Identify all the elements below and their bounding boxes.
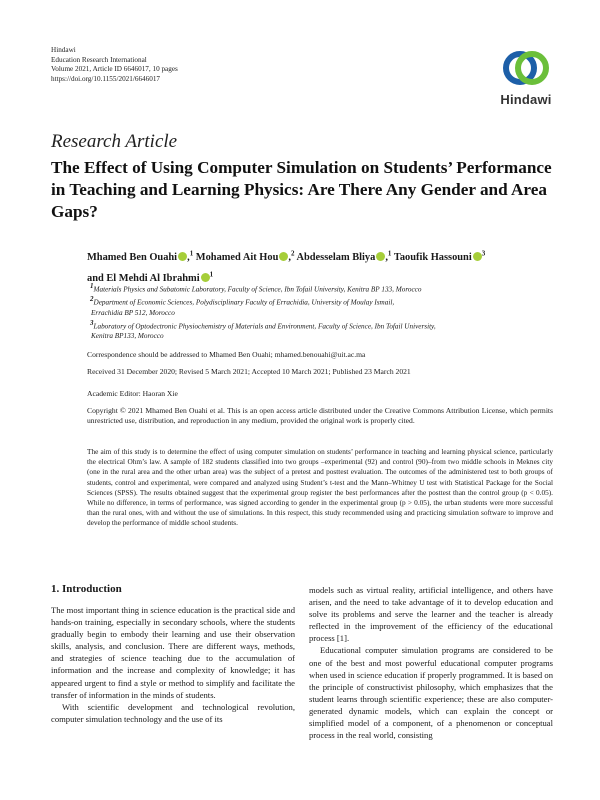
- affiliation: Kenitra BP133, Morocco: [91, 332, 164, 341]
- journal-name: Education Research International: [51, 55, 147, 64]
- author-name[interactable]: Mhamed Ben Ouahi ,$^1$: [87, 250, 194, 264]
- affiliations: [87, 281, 557, 341]
- article-category: Research Article: [51, 131, 178, 152]
- paragraph: The most important thing in science education is the practical side and hands-on training, especially in secondary schools, where the students gradually begin to embody their learning and use their observation skills, analysis, and conclusion. There are different ways, methods, and strategies of science teaching due to the accumulation of information and the increase and complexity of knowledge; it has appeared urgent to find a style or method to simplify and facilitate the transfer of information in the minds of students.: [51, 605, 295, 700]
- author-name[interactable]: Taoufik Hassouni $^3$: [393, 250, 486, 264]
- orcid-icon[interactable]: [376, 252, 385, 261]
- orcid-icon[interactable]: [178, 252, 187, 261]
- body-column-right: [309, 584, 553, 741]
- logo-wordmark: Hindawi: [500, 92, 552, 107]
- abstract-text: The aim of this study is to determine the effect of using computer simulation on students’ performance in teaching and learning physical science, particularly the electrical Ohm’s law. A sample of 182 students classified into two groups –experimental (92) and control (90)–from two middle schools in Meknes city (one in the rural area and the other urban area) was the subject of a pretest and posttest evaluation. The outcomes of the administered test to both groups of students, control and experimental, were compared and analyzed using Student’s t-test and the Mann–Whitney U test with Statistical Package for the Social Sciences (SPSS). The results obtained suggest that the experimental group register the best performances after the posttest than the control group (p < 0.05). While no difference, in terms of performance, was signed according to gender in the experimental group (p > 0.05), the urban students were more successful than the rural ones, with and without the use of simulations. In this respect, this study recommended using and practicing simulation software to improve and develop the performance of middle school students.: [87, 447, 553, 528]
- doi-link[interactable]: https://doi.org/10.1155/2021/6646017: [51, 74, 161, 83]
- affiliation: Errachidia BP 512, Morocco: [91, 308, 175, 317]
- academic-editor: Academic Editor: Haoran Xie: [87, 389, 178, 398]
- paragraph: With scientific development and technological revolution, computer simulation technology and the use of its: [51, 701, 295, 724]
- orcid-icon[interactable]: [473, 252, 482, 261]
- publisher-name: Hindawi: [51, 46, 76, 54]
- author-name[interactable]: Abdesselam Bliya ,$^1$: [296, 250, 392, 264]
- section-heading: 1. Introduction: [51, 583, 122, 595]
- article-title: The Effect of Using Computer Simulation on Students’ Performance in Teaching and Learning Physics: Are There Any Gender and Area Gaps?: [51, 158, 552, 221]
- author-name[interactable]: and El Mehdi Al Ibrahmi $^1$: [87, 270, 214, 284]
- affiliation: $^1$Materials Physics and Subatomic Laboratory, Faculty of Science, Ibn Tofail University, Kenitra BP 133, Morocco: [90, 282, 422, 294]
- journal-header: [51, 46, 178, 84]
- publication-dates: Received 31 December 2020; Revised 5 March 2021; Accepted 10 March 2021; Published 23 March 2021: [87, 367, 411, 376]
- paragraph: models such as virtual reality, artificial intelligence, and others have arisen, and the need to take advantage of it to develop education and solve its problems and serve the learner and the teacher is already reflected in the improvement of the efficiency of the educational process [1].: [309, 585, 553, 644]
- affiliation: $^3$Laboratory of Optodectronic Physiochemistry of Materials and Environment, Faculty of Science, Ibn Tofail University,: [90, 318, 436, 331]
- volume-line: Volume 2021, Article ID 6646017, 10 pages: [51, 65, 178, 74]
- author-name[interactable]: Mohamed Ait Hou ,$^2$: [195, 250, 295, 264]
- copyright-notice: Copyright © 2021 Mhamed Ben Ouahi et al. This is an open access article distributed under the Creative Commons Attribution License, which permits unrestricted use, distribution, and reproduction in any medium, provided the original work is properly cited.: [87, 406, 553, 426]
- orcid-icon[interactable]: [279, 252, 288, 261]
- body-column-left: [51, 604, 295, 725]
- paragraph: Educational computer simulation programs are considered to be one of the best and most powerful educational computer programs when used in science education if properly programmed. It is based on the principle of constructivist philosophy, which emphasizes that the student learns through scientific experience; these are also computer-generated dynamic models, which can explain the concept or simplified model of a component, of a phenomenon or conceptual process in the real world, consisting: [309, 645, 553, 741]
- correspondence-line: Correspondence should be addressed to Mhamed Ben Ouahi; mhamed.benouahi@uit.ac.ma: [87, 350, 366, 359]
- affiliation: $^2$Department of Economic Sciences, Polydisciplinary Faculty of Errachidia, University of Moulay Ismail,: [90, 295, 395, 307]
